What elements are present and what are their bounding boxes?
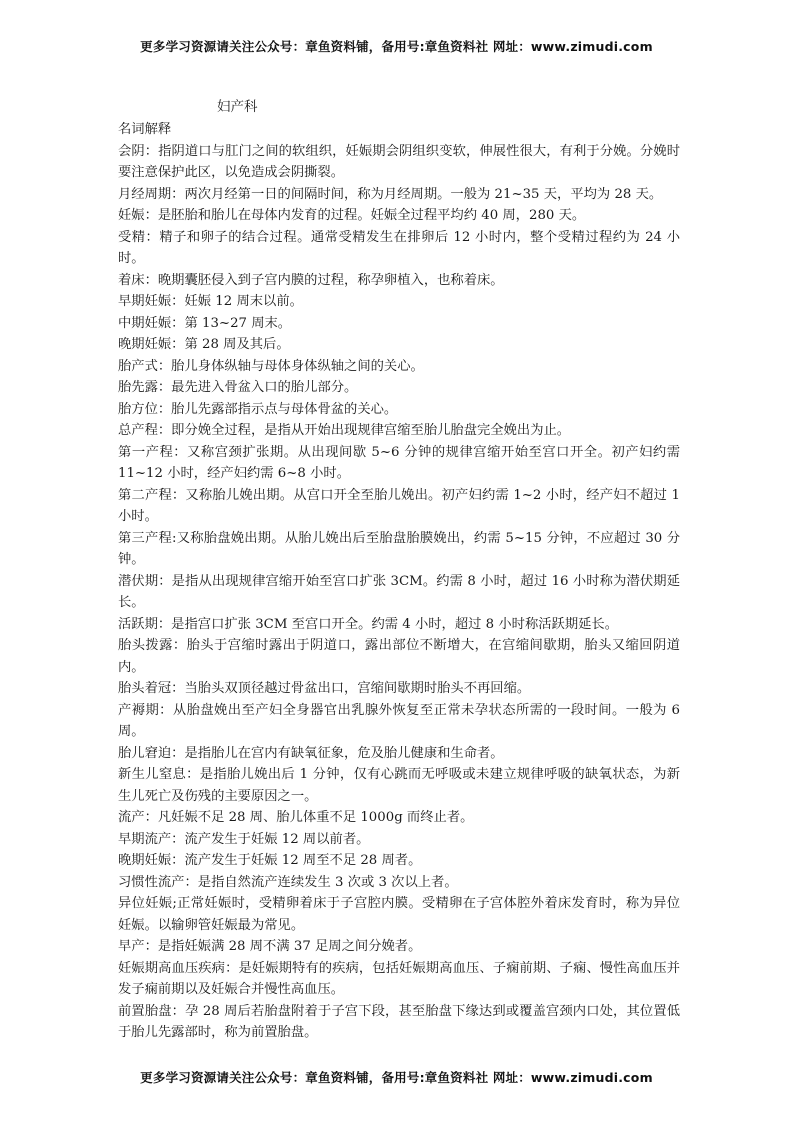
term-definition-menstrual-cycle: 月经周期：两次月经第一日的间隔时间，称为月经周期。一般为 21~35 天，平均为 28 天。 bbox=[118, 186, 663, 202]
section-heading: 名词解释 bbox=[118, 122, 172, 137]
term-definition-placenta-previa: 前置胎盘：孕 28 周后若胎盘附着于子宫下段，甚至胎盘下缘达到或覆盖宫颈内口处，其位置低于胎儿先露部时，称为前置胎盘。 bbox=[118, 1003, 680, 1040]
term-definition-head-visible: 胎头拨露：胎头于宫缩时露出于阴道口，露出部位不断增大，在宫缩间歇期，胎头又缩回阴道内。 bbox=[118, 638, 680, 675]
term-definition-late-abortion: 晚期妊娠：流产发生于妊娠 12 周至不足 28 周者。 bbox=[118, 853, 422, 868]
term-definition-implantation: 着床：晚期囊胚侵入到子宫内膜的过程，称孕卵植入，也称着床。 bbox=[118, 272, 504, 288]
term-definition-perineum: 会阴：指阴道口与肛门之间的软组织，妊娠期会阴组织变软，伸展性很大，有利于分娩。分娩时要注意保护此区，以免造成会阴撕裂。 bbox=[118, 143, 680, 180]
term-definition-total-labor: 总产程：即分娩全过程，是指从开始出现规律宫缩至胎儿胎盘完全娩出为止。 bbox=[118, 423, 571, 438]
term-definition-mid-pregnancy: 中期妊娠：第 13~27 周末。 bbox=[118, 315, 292, 331]
term-definition-puerperium: 产褥期：从胎盘娩出至产妇全身器官出乳腺外恢复至正常未孕状态所需的一段时间。一般为 6 周。 bbox=[118, 702, 680, 739]
term-definition-abortion: 流产：凡妊娠不足 28 周、胎儿体重不足 1000g 而终止者。 bbox=[118, 810, 474, 825]
document-body bbox=[118, 119, 680, 1044]
term-definition-early-pregnancy: 早期妊娠：妊娠 12 周末以前。 bbox=[118, 294, 303, 309]
term-definition-early-abortion: 早期流产：流产发生于妊娠 12 周以前者。 bbox=[118, 831, 370, 847]
term-definition-presentation: 胎先露：最先进入骨盆入口的胎儿部分。 bbox=[118, 380, 358, 395]
term-definition-late-pregnancy: 晚期妊娠：第 28 周及其后。 bbox=[118, 337, 290, 352]
term-definition-latent-phase: 潜伏期：是指从出现规律宫缩开始至宫口扩张 3CM。约需 8 小时，超过 16 小时称为潜伏期延长。 bbox=[118, 573, 680, 610]
term-definition-hypertensive-disorders: 妊娠期高血压疾病：是妊娠期特有的疾病，包括妊娠期高血压、子痫前期、子痫、慢性高血压并发子痫前期以及妊娠合并慢性高血压。 bbox=[118, 960, 680, 997]
term-definition-neonatal-asphyxia: 新生儿窒息：是指胎儿娩出后 1 分钟，仅有心跳而无呼吸或未建立规律呼吸的缺氧状态，为新生儿死亡及伤残的主要原因之一。 bbox=[118, 767, 680, 804]
term-definition-habitual-abortion: 习惯性流产：是指自然流产连续发生 3 次或 3 次以上者。 bbox=[118, 874, 458, 890]
term-definition-pregnancy: 妊娠：是胚胎和胎儿在母体内发育的过程。妊娠全过程平均约 40 周，280 天。 bbox=[118, 208, 586, 223]
term-definition-third-stage: 第三产程:又称胎盘娩出期。从胎儿娩出后至胎盘胎膜娩出，约需 5~15 分钟，不应超过 30 分钟。 bbox=[118, 530, 680, 567]
term-definition-fetal-position: 胎方位：胎儿先露部指示点与母体骨盆的关心。 bbox=[118, 401, 398, 417]
term-definition-second-stage: 第二产程：又称胎儿娩出期。从宫口开全至胎儿娩出。初产妇约需 1~2 小时，经产妇不超过 1 小时。 bbox=[118, 487, 680, 524]
term-definition-fetal-lie: 胎产式：胎儿身体纵轴与母体身体纵轴之间的关心。 bbox=[118, 358, 424, 374]
term-definition-ectopic-pregnancy: 异位妊娠;正常妊娠时，受精卵着床于子宫腔内膜。受精卵在子宫体腔外着床发育时，称为异位妊娠。以输卵管妊娠最为常见。 bbox=[118, 896, 680, 933]
header-banner: 更多学习资源请关注公众号：章鱼资料铺，备用号:章鱼资料社 网址：www.zimudi.com bbox=[140, 39, 653, 54]
term-definition-crowning: 胎头着冠：当胎头双顶径越过骨盆出口，宫缩间歇期时胎头不再回缩。 bbox=[118, 681, 531, 696]
footer-banner: 更多学习资源请关注公众号：章鱼资料铺，备用号:章鱼资料社 网址：www.zimudi.com bbox=[140, 1070, 653, 1085]
term-definition-first-stage: 第一产程：又称宫颈扩张期。从出现间歇 5~6 分钟的规律宫缩开始至宫口开全。初产妇约需 11~12 小时，经产妇约需 6~8 小时。 bbox=[118, 444, 680, 481]
term-definition-active-phase: 活跃期：是指宫口扩张 3CM 至宫口开全。约需 4 小时，超过 8 小时称活跃期延长。 bbox=[118, 616, 619, 632]
term-definition-fertilization: 受精：精子和卵子的结合过程。通常受精发生在排卵后 12 小时内，整个受精过程约为 24 小时。 bbox=[118, 229, 680, 266]
document-title: 妇产科 bbox=[217, 99, 258, 115]
term-definition-fetal-distress: 胎儿窘迫：是指胎儿在宫内有缺氧征象，危及胎儿健康和生命者。 bbox=[118, 745, 504, 761]
term-definition-preterm-birth: 早产：是指妊娠满 28 周不满 37 足周之间分娩者。 bbox=[118, 939, 422, 954]
